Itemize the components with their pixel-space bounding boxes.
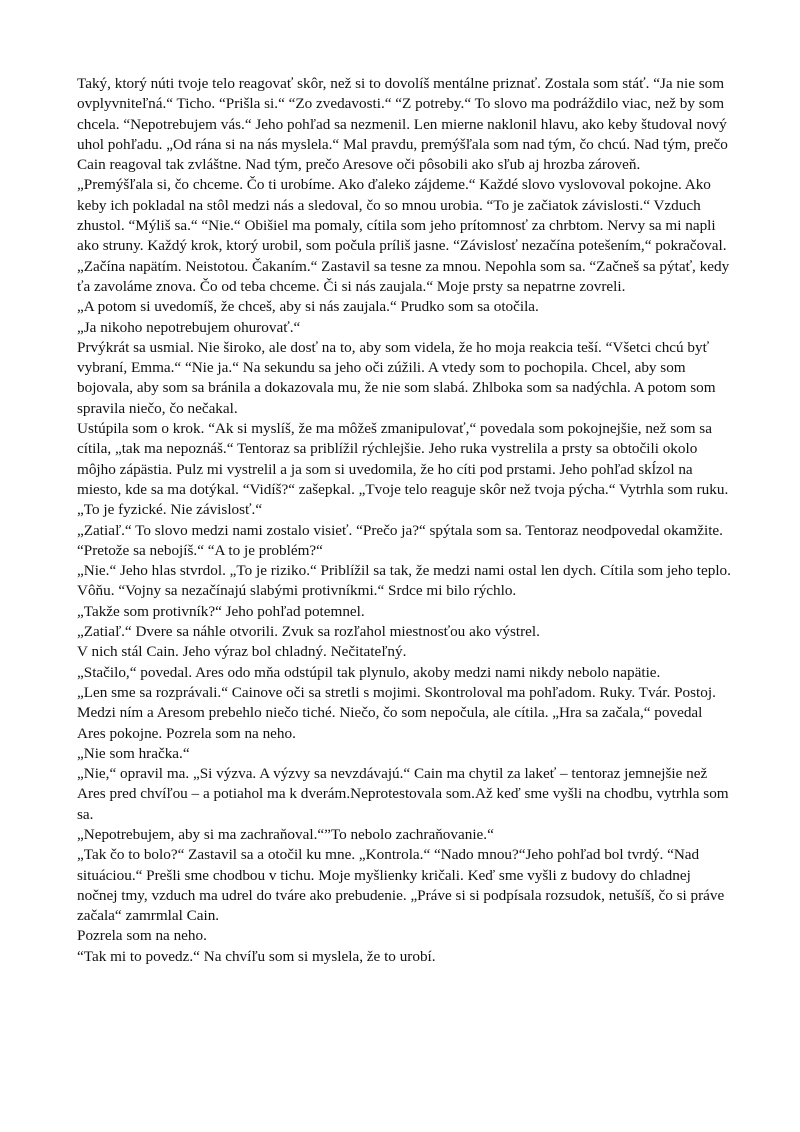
- paragraph: „Zatiaľ.“ To slovo medzi nami zostalo visieť. “Prečo ja?“ spýtala som sa. Tentoraz neodpovedal okamžite. “Pretože sa nebojíš.“ “A to je problém?“: [77, 521, 723, 559]
- paragraph: „Zatiaľ.“ Dvere sa náhle otvorili. Zvuk sa rozľahol miestnosťou ako výstrel.: [77, 623, 540, 641]
- paragraph: „To je fyzické. Nie závislosť.“: [77, 501, 263, 519]
- paragraph: „Nie.“ Jeho hlas stvrdol. „To je riziko.“ Priblížil sa tak, že medzi nami ostal len dych. Cítila som jeho teplo. Vôňu. “Vojny sa nezačínajú slabými protivníkmi.“ Srdce mi bilo rýchlo.: [77, 562, 731, 600]
- paragraph: Taký, ktorý núti tvoje telo reagovať skôr, než si to dovolíš mentálne priznať. Zostala som stáť. “Ja nie som ovplyvniteľná.“ Ticho. “Prišla si.“ “Zo zvedavosti.“ “Z potreby.“ To slovo ma podráždilo viac, než by som chcela. “Nepotrebujem vás.“ Jeho pohľad sa nezmenil. Len mierne naklonil hlavu, ako keby študoval nový uhol pohľadu. „Od rána si na nás myslela.“ Mal pravdu, premýšľala som nad tým, čo chcú. Nad tým, prečo Cain reagoval tak zvláštne. Nad tým, prečo Aresove oči pôsobili ako sľub aj hrozba zároveň.: [77, 75, 728, 174]
- document-page: [77, 74, 731, 967]
- paragraph: „Stačilo,“ povedal. Ares odo mňa odstúpil tak plynulo, akoby medzi nami nikdy nebolo napätie.: [77, 663, 661, 681]
- paragraph: Prvýkrát sa usmial. Nie široko, ale dosť na to, aby som videla, že ho moja reakcia teší. “Všetci chcú byť vybraní, Emma.“ “Nie ja.“ Na sekundu sa jeho oči zúžili. A vtedy som to pochopila. Chcel, aby som bojovala, aby som sa bránila a dokazovala mu, že nie som slabá. Zhlboka som sa nadýchla. A potom som spravila niečo, čo nečakal.: [77, 338, 716, 417]
- paragraph: „Nie som hračka.“: [77, 744, 190, 762]
- paragraph: „A potom si uvedomíš, že chceš, aby si nás zaujala.“ Prudko som sa otočila.: [77, 298, 539, 316]
- paragraph: „Ja nikoho nepotrebujem ohurovať.“: [77, 318, 301, 336]
- paragraph: Pozrela som na neho.: [77, 927, 207, 945]
- paragraph: Ustúpila som o krok. “Ak si myslíš, že ma môžeš zmanipulovať,“ povedala som pokojnejšie, než som sa cítila, „tak ma nepoznáš.“ Tentoraz sa priblížil rýchlejšie. Jeho ruka vystrelila a prsty sa obtočili okolo môjho zápästia. Pulz mi vystrelil a ja som si uvedomila, že ho cíti pod prstami. Jeho pohľad skĺzol na miesto, kde sa ma dotýkal. “Vidíš?“ zašepkal. „Tvoje telo reaguje skôr než tvoja pýcha.“ Vytrhla som ruku.: [77, 420, 729, 498]
- paragraph: „Takže som protivník?“ Jeho pohľad potemnel.: [77, 602, 365, 620]
- paragraph: „Premýšľala si, čo chceme. Čo ti urobíme. Ako ďaleko zájdeme.“ Každé slovo vyslovoval pokojne. Ako keby ich pokladal na stôl medzi nás a sledoval, čo so mnou urobia. “To je začiatok závislosti.“ Vzduch zhustol. “Mýliš sa.“ “Nie.“ Obišiel ma pomaly, cítila som jeho prítomnosť za chrbtom. Nervy sa mi napli ako struny. Každý krok, ktorý urobil, som počula príliš jasne. “Závislosť nezačína potešením,“ pokračoval. „Začína napätím. Neistotou. Čakaním.“ Zastavil sa tesne za mnou. Nepohla som sa. “Začneš sa pýtať, kedy ťa zavoláme znova. Čo od teba chceme. Či si nás zaujala.“ Moje prsty sa nepatrne zovreli.: [77, 176, 730, 295]
- paragraph: „Tak čo to bolo?“ Zastavil sa a otočil ku mne. „Kontrola.“ “Nado mnou?“Jeho pohľad bol tvrdý. “Nad situáciou.“ Prešli sme chodbou v tichu. Moje myšlienky kričali. Keď sme vyšli z budovy do chladnej nočnej tmy, vzduch ma udrel do tváre ako prebudenie. „Práve si si podpísala rozsudok, netušíš, čo si práve začala“ zamrmlal Cain.: [77, 846, 725, 925]
- paragraph: „Nepotrebujem, aby si ma zachraňoval.“”To nebolo zachraňovanie.“: [77, 825, 494, 843]
- paragraph: V nich stál Cain. Jeho výraz bol chladný. Nečitateľný.: [77, 643, 407, 661]
- paragraph: „Len sme sa rozprávali.“ Cainove oči sa stretli s mojimi. Skontroloval ma pohľadom. Ruky. Tvár. Postoj. Medzi ním a Aresom prebehlo niečo tiché. Niečo, čo som nepočula, ale cítila. „Hra sa začala,“ povedal Ares pokojne. Pozrela som na neho.: [77, 683, 716, 742]
- paragraph: “Tak mi to povedz.“ Na chvíľu som si myslela, že to urobí.: [77, 947, 436, 965]
- paragraph: „Nie,“ opravil ma. „Si výzva. A výzvy sa nevzdávajú.“ Cain ma chytil za lakeť – tentoraz jemnejšie než Ares pred chvíľou – a potiahol ma k dverám.Neprotestovala som.Až keď sme vyšli na chodbu, vytrhla som sa.: [77, 765, 729, 823]
